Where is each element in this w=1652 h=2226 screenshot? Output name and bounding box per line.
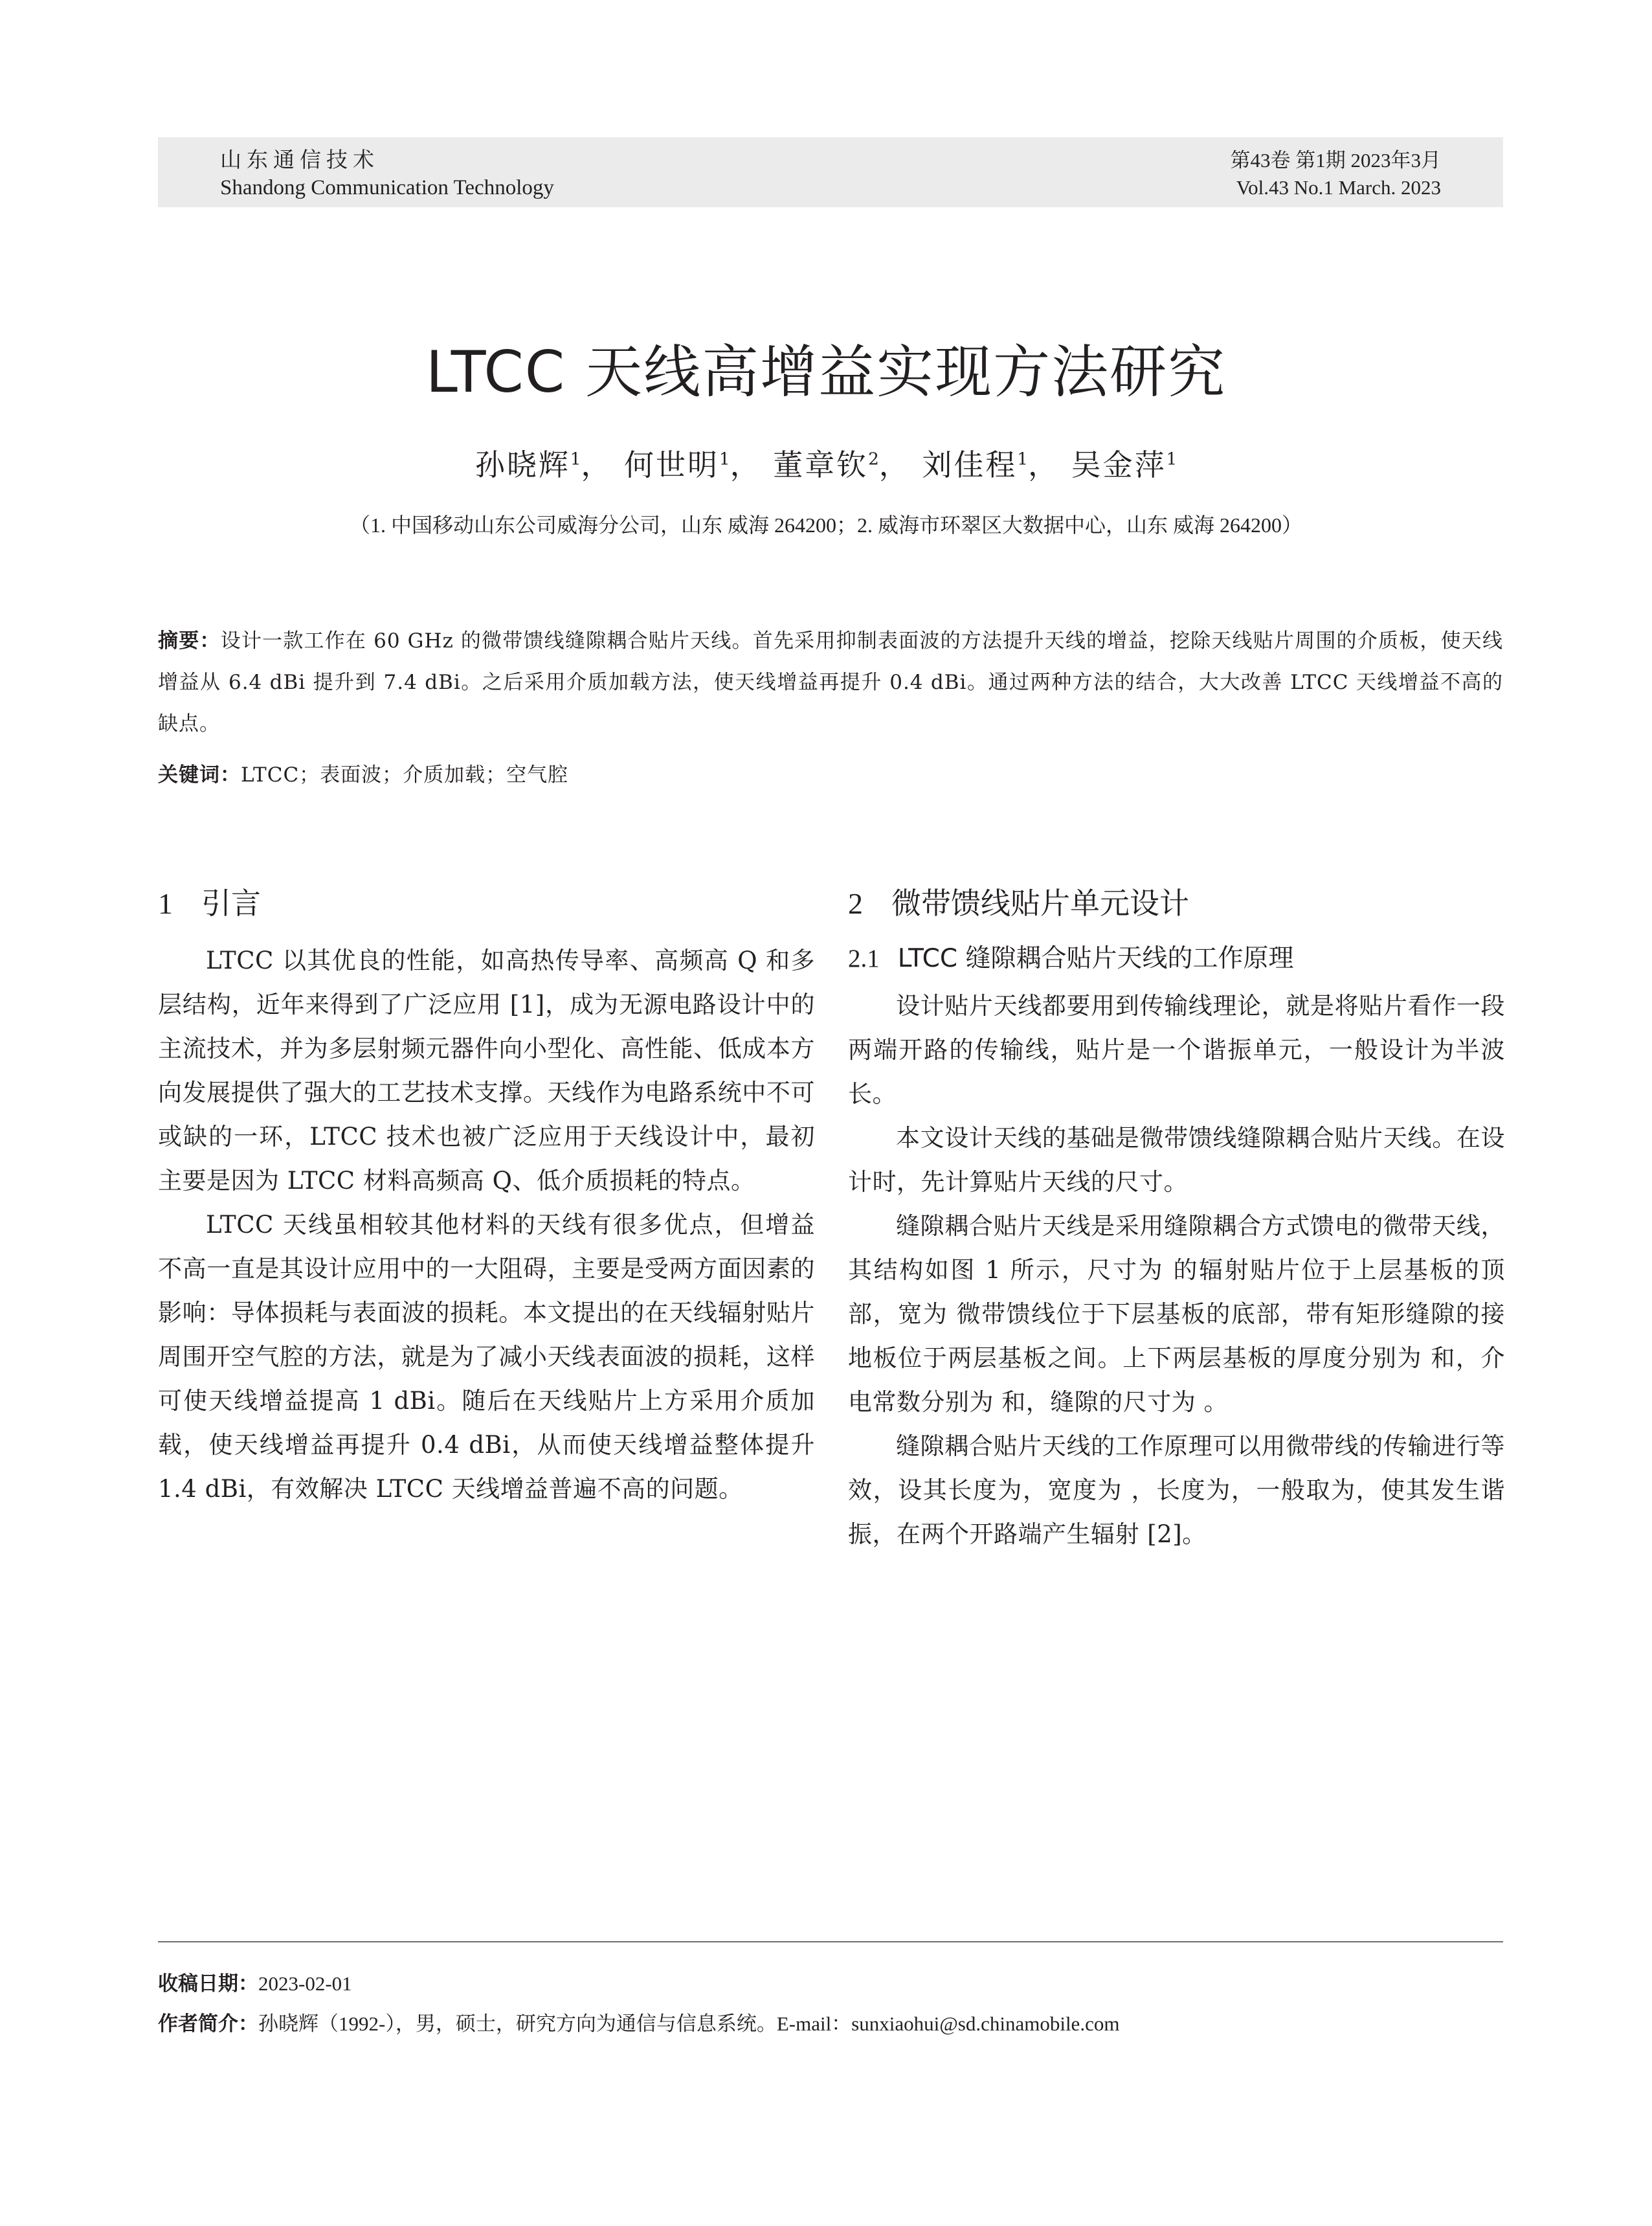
author-affiliation-mark: 1	[570, 449, 581, 469]
author-separator: ，	[1027, 447, 1060, 482]
section-title: 微带馈线贴片单元设计	[891, 886, 1189, 921]
author-affiliation-mark: 2	[868, 449, 879, 469]
author-name: 刘佳程	[922, 447, 1018, 482]
journal-name-cn: 山东通信技术	[220, 149, 379, 172]
abstract	[158, 620, 1503, 745]
author-name: 何世明	[624, 447, 720, 482]
keywords-label: 关键词：	[158, 763, 241, 787]
journal-header	[158, 137, 1503, 207]
author-bio	[158, 2007, 1503, 2036]
subsection-heading	[848, 939, 1505, 979]
footnote-divider	[158, 1941, 1503, 1942]
paragraph: LTCC 以其优良的性能，如高热传导率、高频高 Q 和多层结构，近年来得到了广泛应用 [1]，成为无源电路设计中的主流技术，并为多层射频元器件向小型化、高性能、低成本方向发展提供了强大的工艺技术支撑。天线作为电路系统中不可或缺的一环，LTCC 技术也被广泛应用于天线设计中，最初主要是因为 LTCC 材料高频高 Q、低介质损耗的特点。	[158, 947, 815, 1195]
subsection-number: 2.1	[848, 945, 880, 972]
paragraph: LTCC 天线虽相较其他材料的天线有很多优点，但增益不高一直是其设计应用中的一大阻碍，主要是受两方面因素的影响：导体损耗与表面波的损耗。本文提出的在天线辐射贴片周围开空气腔的方法，就是为了减小天线表面波的损耗，这样可使天线增益提高 1 dBi。随后在天线贴片上方采用介质加载，使天线增益再提升 0.4 dBi，从而使天线增益整体提升 1.4 dBi，有效解决 LTCC 天线增益普遍不高的问题。	[158, 1211, 815, 1503]
paragraph: 设计贴片天线都要用到传输线理论，就是将贴片看作一段两端开路的传输线，贴片是一个谐振单元，一般设计为半波长。	[848, 992, 1505, 1108]
section-heading	[158, 881, 815, 926]
author-separator: ，	[878, 447, 911, 482]
abstract-text: 设计一款工作在 60 GHz 的微带馈线缝隙耦合贴片天线。首先采用抑制表面波的方法提升天线的增益，挖除天线贴片周围的介质板，使天线增益从 6.4 dBi 提升到 7.4 dBi。之后采用介质加载方法，使天线增益再提升 0.4 dBi。通过两种方法的结合，大大改善 LTCC 天线增益不高的缺点。	[158, 629, 1503, 736]
received-label: 收稿日期：	[158, 1972, 258, 1996]
author-separator: ，	[581, 447, 613, 482]
section-heading	[848, 881, 1505, 926]
issue-info	[1231, 148, 1442, 202]
right-column	[848, 881, 1505, 1557]
affiliations: （1. 中国移动山东公司威海分公司，山东 威海 264200；2. 威海市环翠区大数据中心，山东 威海 264200）	[349, 513, 1302, 537]
left-column	[158, 881, 815, 1511]
paragraph: 本文设计天线的基础是微带馈线缝隙耦合贴片天线。在设计时，先计算贴片天线的尺寸。	[848, 1124, 1505, 1196]
journal-name-en: Shandong Communication Technology	[220, 176, 554, 199]
author-list	[0, 442, 1652, 484]
author-name: 董章钦	[773, 447, 869, 482]
section-number: 2	[848, 887, 863, 920]
author-affiliation-mark: 1	[719, 449, 730, 469]
received-value: 2023-02-01	[258, 1972, 352, 1995]
paper-title: LTCC 天线高增益实现方法研究	[425, 339, 1227, 405]
section-title: 引言	[201, 886, 261, 921]
author-name: 孙晓辉	[474, 447, 570, 482]
author-affiliation-mark: 1	[1166, 449, 1178, 469]
keywords	[158, 754, 1503, 796]
section-number: 1	[158, 887, 173, 920]
author-separator: ，	[730, 447, 762, 482]
bio-label: 作者简介：	[158, 2012, 258, 2036]
paragraph: 缝隙耦合贴片天线的工作原理可以用微带线的传输进行等效，设其长度为，宽度为 ，长度为，一般取为，使其发生谐振，在两个开路端产生辐射 [2]。	[848, 1432, 1505, 1548]
journal-name	[220, 148, 554, 202]
keywords-text: LTCC；表面波；介质加载；空气腔	[241, 763, 569, 787]
issue-info-cn: 第43卷 第1期 2023年3月	[1230, 149, 1441, 172]
issue-info-en: Vol.43 No.1 March. 2023	[1236, 176, 1441, 199]
subsection-title: LTCC 缝隙耦合贴片天线的工作原理	[897, 944, 1294, 973]
author-affiliation-mark: 1	[1017, 449, 1028, 469]
received-date	[158, 1967, 1503, 1996]
paragraph: 缝隙耦合贴片天线是采用缝隙耦合方式馈电的微带天线，其结构如图 1 所示，尺寸为 的辐射贴片位于上层基板的顶部，宽为 微带馈线位于下层基板的底部，带有矩形缝隙的接地板位于两层基板之间。上下两层基板的厚度分别为 和，介电常数分别为 和，缝隙的尺寸为 。	[848, 1212, 1505, 1416]
abstract-label: 摘要：	[158, 629, 221, 653]
bio-text: 孙晓辉（1992-），男，硕士，研究方向为通信与信息系统。E-mail：sunxiaohui@sd.chinamobile.com	[258, 2012, 1120, 2035]
author-name: 吴金萍	[1071, 447, 1166, 482]
